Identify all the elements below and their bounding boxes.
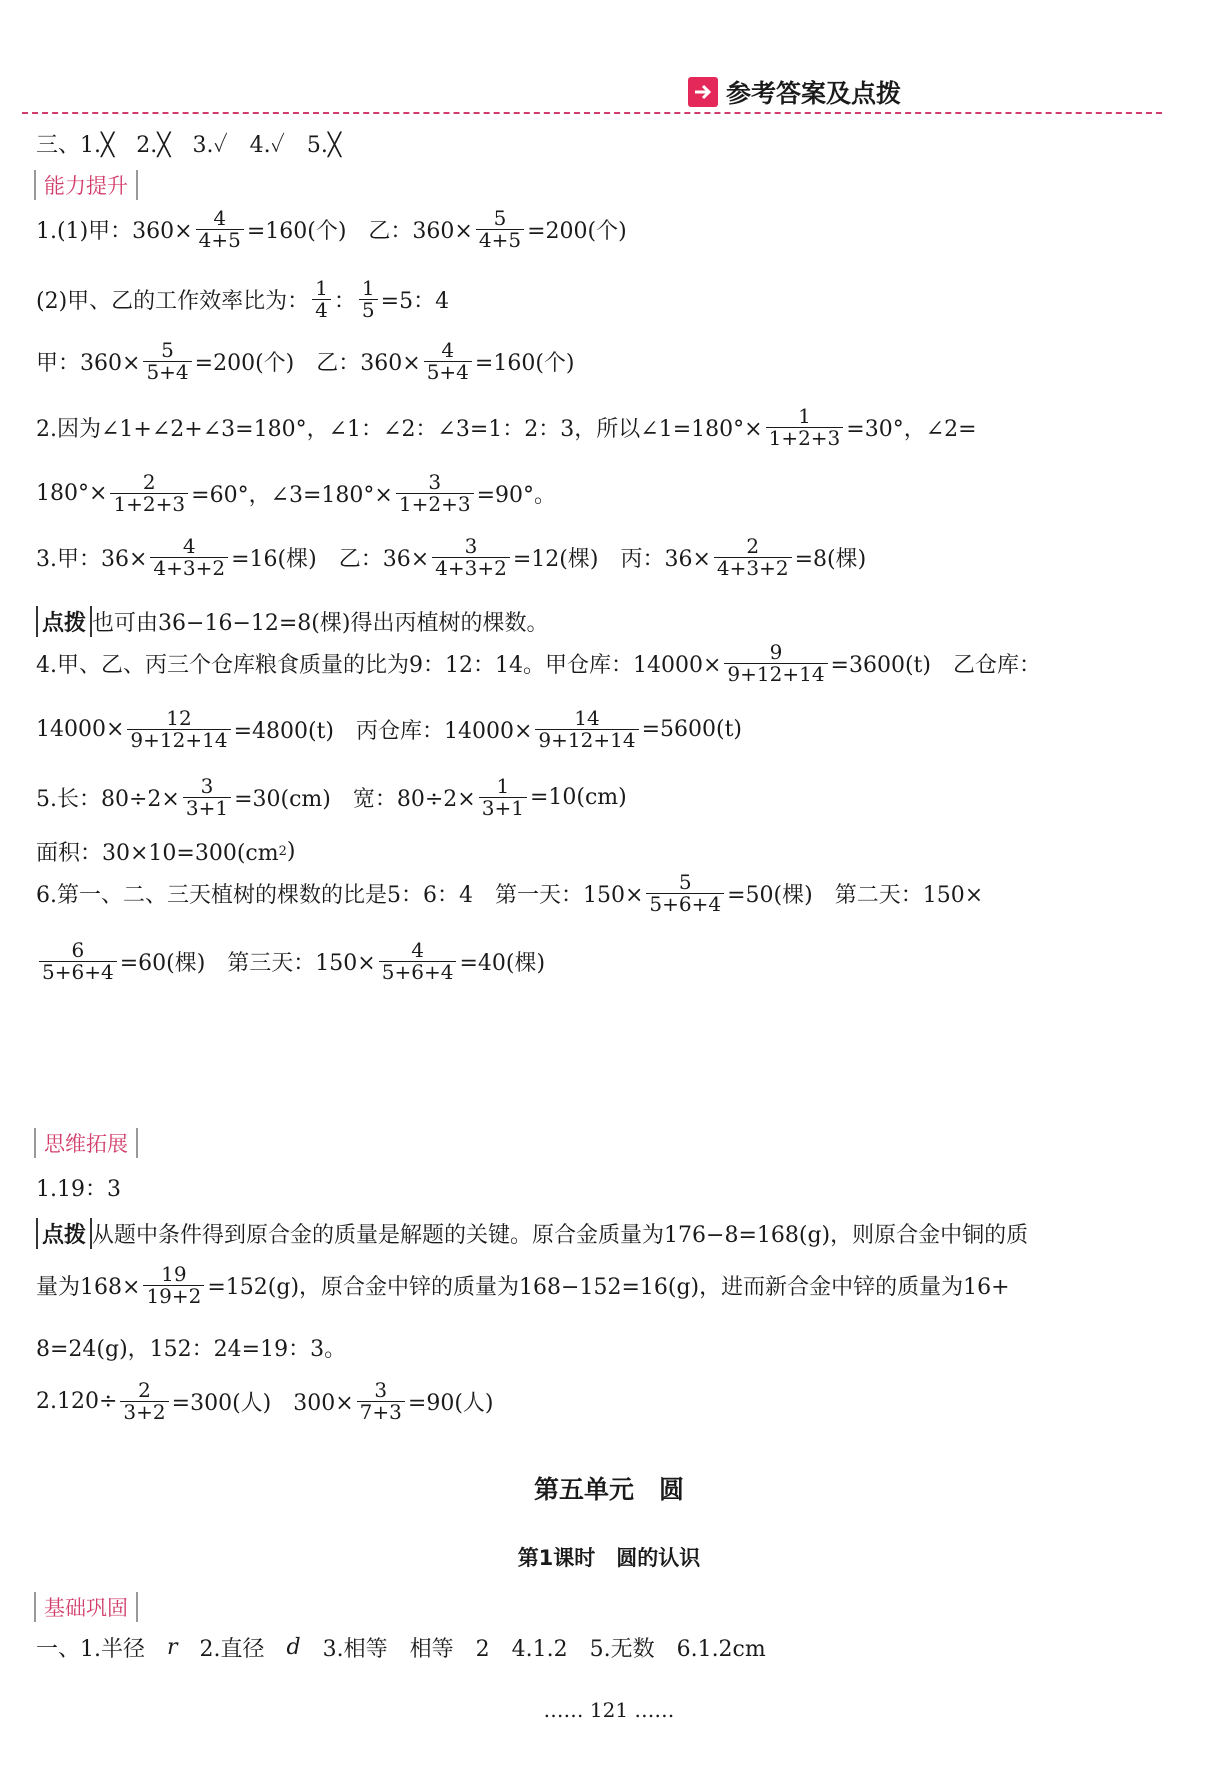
unit-title: 第五单元 圆 xyxy=(533,1475,684,1504)
lesson-title: 第1课时 圆的认识 xyxy=(517,1546,701,1570)
q1-line-3: 甲：360× $\frac{5}{5+4}$ =200(个) 乙：360× $\frac{4}{5+4}$ =160(个) xyxy=(36,338,575,384)
basic-tag: 基础巩固 xyxy=(34,1592,138,1622)
q4-line-2: 14000× $\frac{12}{9+12+14}$ =4800(t) 丙仓库：14000× $\frac{14}{9+12+14}$ =5600(t) xyxy=(36,706,742,752)
header-title xyxy=(688,74,901,110)
q5-line-1: 5.长：80÷2× $\frac{3}{3+1}$ =30(cm) 宽：80÷2× $\frac{1}{3+1}$ =10(cm) xyxy=(36,774,627,820)
q1-line-1: 1.(1)甲：360× $\frac{4}{4+5}$ =160(个) 乙：360× $\frac{5}{4+5}$ =200(个) xyxy=(36,206,627,252)
q5-area: 面积：30×10=300(cm 2 ) xyxy=(36,839,296,866)
tip-label: 点拨 xyxy=(36,606,92,637)
thinking-answer-2: 2.120÷ $\frac{2}{3+2}$ =300(人) 300× $\frac{3}{7+3}$ =90(人) xyxy=(36,1378,494,1424)
arrow-right-icon xyxy=(688,77,718,107)
thinking-answer-1: 1.19：3 xyxy=(36,1177,121,1202)
thinking-line-3: 8=24(g)，152：24=19：3。 xyxy=(36,1337,347,1362)
q4-line-1: 4.甲、乙、丙三个仓库粮食质量的比为9：12：14。甲仓库：14000× $\frac{9}{9+12+14}$ =3600(t) 乙仓库： xyxy=(36,640,1041,686)
q2-line-1: 2.因为∠1+∠2+∠3=180°，∠1：∠2：∠3=1：2：3，所以∠1=180°× $\frac{1}{1+2+3}$ =30°，∠2= xyxy=(36,404,977,450)
thinking-line-2: 量为168× $\frac{19}{19+2}$ =152(g)，原合金中锌的质量为168−152=16(g)，进而新合金中锌的质量为16+ xyxy=(36,1262,1010,1308)
tip-label: 点拨 xyxy=(36,1218,92,1249)
q3-line-1: 3.甲：36× $\frac{4}{4+3+2}$ =16(棵) 乙：36× $\frac{3}{4+3+2}$ =12(棵) 丙：36× $\frac{2}{4+3+2}$ =8(棵) xyxy=(36,534,867,580)
q3-tip: 点拨 也可由36−16−12=8(棵)得出丙植树的棵数。 xyxy=(36,606,548,637)
q1-line-2: (2)甲、乙的工作效率比为： $\frac{1}{4}$ ： $\frac{1}{5}$ =5：4 xyxy=(36,276,450,322)
page-number: …… 121 …… xyxy=(543,1698,675,1722)
section-3-answers: 三、1.╳ 2.╳ 3.✓ 4.✓ 5.╳ xyxy=(36,133,342,158)
q6-line-1: 6.第一、二、三天植树的棵数的比是5：6：4 第一天：150× $\frac{5}{5+6+4}$ =50(棵) 第二天：150× xyxy=(36,870,984,916)
thinking-tag: 思维拓展 xyxy=(34,1128,138,1158)
header-divider xyxy=(22,112,1162,114)
thinking-tip: 点拨 从题中条件得到原合金的质量是解题的关键。原合金质量为176−8=168(g)，则原合金中铜的质 xyxy=(36,1218,1028,1249)
q6-line-2: $\frac{6}{5+6+4}$ =60(棵) 第三天：150× $\frac{4}{5+6+4}$ =40(棵) xyxy=(36,940,545,983)
basic-answers: 一、1.半径 r 2.直径 d 3.相等 相等 2 4.1.2 5.无数 6.1.2cm xyxy=(36,1635,766,1662)
q2-line-2: 180°× $\frac{2}{1+2+3}$ =60°，∠3=180°× $\frac{3}{1+2+3}$ =90°。 xyxy=(36,470,556,516)
ability-tag: 能力提升 xyxy=(34,170,138,200)
header-title-text: 参考答案及点拨 xyxy=(726,79,902,108)
